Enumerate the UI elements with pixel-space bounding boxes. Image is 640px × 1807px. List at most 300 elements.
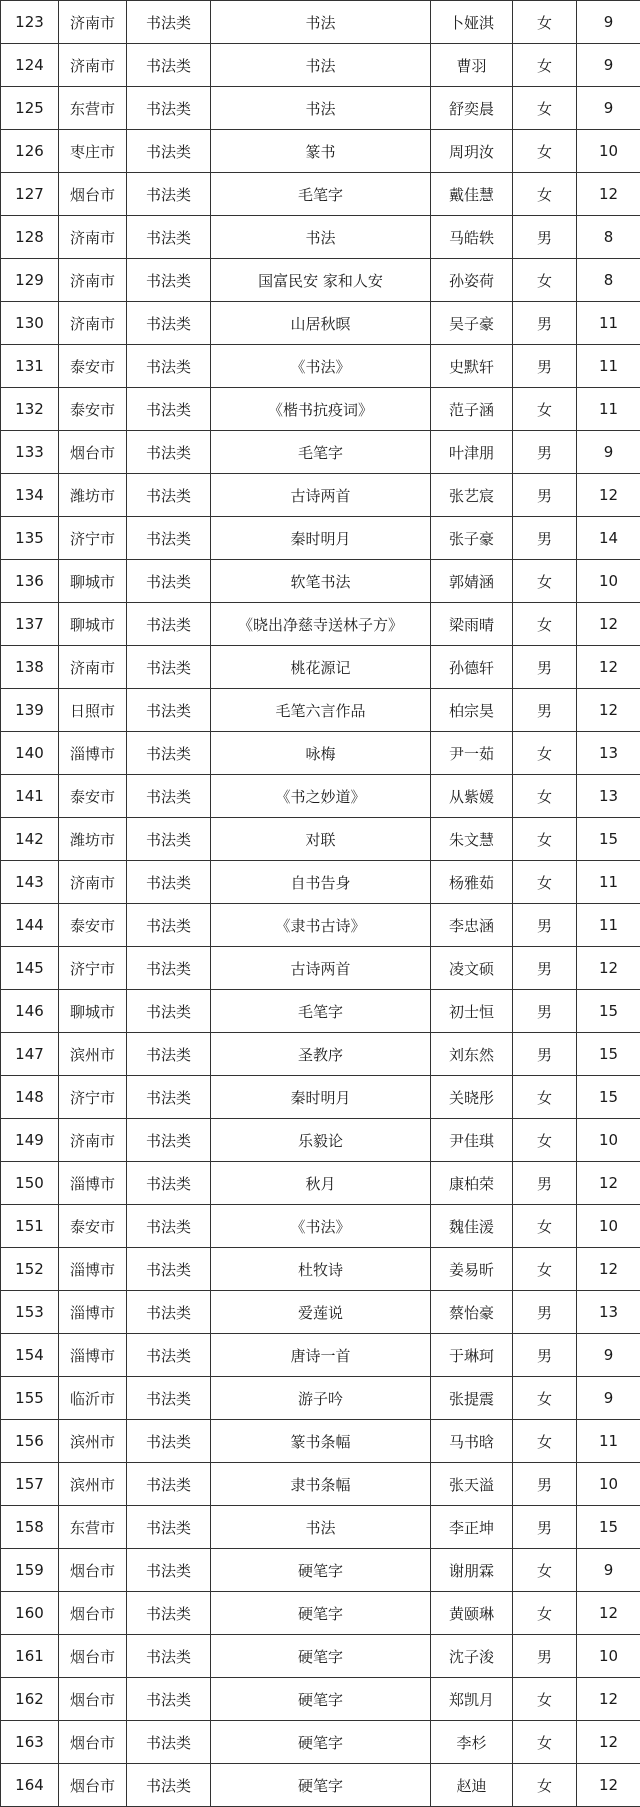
table-row [1,1377,640,1420]
student-name-cell: 吴子豪 [431,302,513,345]
category-cell: 书法类 [127,1592,211,1635]
student-name-cell: 关晓彤 [431,1076,513,1119]
gender-cell: 女 [513,1420,577,1463]
gender-cell: 男 [513,517,577,560]
city-cell: 东营市 [59,1506,127,1549]
city-cell: 潍坊市 [59,818,127,861]
student-name-cell: 于琳珂 [431,1334,513,1377]
gender-cell: 男 [513,689,577,732]
gender-cell: 男 [513,1162,577,1205]
gender-cell: 男 [513,904,577,947]
city-cell: 滨州市 [59,1420,127,1463]
gender-cell: 男 [513,1463,577,1506]
entry-number-cell: 136 [1,560,59,603]
category-cell: 书法类 [127,474,211,517]
student-name-cell: 史默轩 [431,345,513,388]
work-title-cell: 山居秋暝 [211,302,431,345]
city-cell: 泰安市 [59,1205,127,1248]
city-cell: 东营市 [59,87,127,130]
student-name-cell: 张天溢 [431,1463,513,1506]
table-row [1,1721,640,1764]
work-title-cell: 杜牧诗 [211,1248,431,1291]
city-cell: 烟台市 [59,1678,127,1721]
category-cell: 书法类 [127,603,211,646]
age-cell: 15 [577,1506,640,1549]
category-cell: 书法类 [127,1377,211,1420]
student-name-cell: 张提震 [431,1377,513,1420]
student-name-cell: 初士恒 [431,990,513,1033]
entry-number-cell: 123 [1,1,59,44]
category-cell: 书法类 [127,1463,211,1506]
entry-number-cell: 138 [1,646,59,689]
table-row [1,861,640,904]
category-cell: 书法类 [127,904,211,947]
city-cell: 济宁市 [59,517,127,560]
gender-cell: 男 [513,1334,577,1377]
age-cell: 13 [577,1291,640,1334]
age-cell: 12 [577,947,640,990]
gender-cell: 女 [513,1764,577,1807]
entry-number-cell: 161 [1,1635,59,1678]
entry-number-cell: 127 [1,173,59,216]
age-cell: 12 [577,474,640,517]
category-cell: 书法类 [127,861,211,904]
student-name-cell: 谢朋霖 [431,1549,513,1592]
gender-cell: 女 [513,775,577,818]
entry-number-cell: 126 [1,130,59,173]
city-cell: 淄博市 [59,1248,127,1291]
entry-number-cell: 163 [1,1721,59,1764]
work-title-cell: 秦时明月 [211,517,431,560]
student-name-cell: 孙姿荷 [431,259,513,302]
category-cell: 书法类 [127,1506,211,1549]
age-cell: 11 [577,1420,640,1463]
student-name-cell: 马书晗 [431,1420,513,1463]
category-cell: 书法类 [127,1721,211,1764]
age-cell: 8 [577,216,640,259]
student-name-cell: 曹羽 [431,44,513,87]
work-title-cell: 乐毅论 [211,1119,431,1162]
category-cell: 书法类 [127,130,211,173]
student-name-cell: 周玥汝 [431,130,513,173]
category-cell: 书法类 [127,1291,211,1334]
category-cell: 书法类 [127,1205,211,1248]
work-title-cell: 对联 [211,818,431,861]
city-cell: 济南市 [59,259,127,302]
gender-cell: 女 [513,861,577,904]
entry-number-cell: 130 [1,302,59,345]
student-name-cell: 张艺宸 [431,474,513,517]
gender-cell: 女 [513,1678,577,1721]
work-title-cell: 书法 [211,44,431,87]
table-row [1,474,640,517]
student-name-cell: 郑凯月 [431,1678,513,1721]
entry-number-cell: 128 [1,216,59,259]
entry-number-cell: 134 [1,474,59,517]
table-row [1,732,640,775]
city-cell: 烟台市 [59,1635,127,1678]
table-row [1,1506,640,1549]
table-row [1,431,640,474]
student-name-cell: 朱文慧 [431,818,513,861]
entry-number-cell: 131 [1,345,59,388]
work-title-cell: 毛笔六言作品 [211,689,431,732]
table-row [1,259,640,302]
age-cell: 15 [577,990,640,1033]
gender-cell: 女 [513,1248,577,1291]
table-row [1,775,640,818]
work-title-cell: 书法 [211,1,431,44]
category-cell: 书法类 [127,732,211,775]
work-title-cell: 游子吟 [211,1377,431,1420]
entry-number-cell: 164 [1,1764,59,1807]
student-name-cell: 黄颐琳 [431,1592,513,1635]
age-cell: 9 [577,1334,640,1377]
gender-cell: 男 [513,947,577,990]
work-title-cell: 咏梅 [211,732,431,775]
table-row [1,345,640,388]
student-name-cell: 尹一茹 [431,732,513,775]
entry-number-cell: 145 [1,947,59,990]
table-row [1,173,640,216]
work-title-cell: 毛笔字 [211,990,431,1033]
work-title-cell: 篆书 [211,130,431,173]
table-row [1,1635,640,1678]
work-title-cell: 硬笔字 [211,1678,431,1721]
category-cell: 书法类 [127,1248,211,1291]
city-cell: 烟台市 [59,431,127,474]
city-cell: 聊城市 [59,990,127,1033]
age-cell: 13 [577,732,640,775]
city-cell: 济南市 [59,216,127,259]
gender-cell: 男 [513,474,577,517]
student-name-cell: 范子涵 [431,388,513,431]
work-title-cell: 硬笔字 [211,1635,431,1678]
entry-number-cell: 142 [1,818,59,861]
category-cell: 书法类 [127,1334,211,1377]
city-cell: 滨州市 [59,1033,127,1076]
entry-number-cell: 148 [1,1076,59,1119]
category-cell: 书法类 [127,1635,211,1678]
student-name-cell: 杨雅茹 [431,861,513,904]
student-name-cell: 李正坤 [431,1506,513,1549]
student-name-cell: 李忠涵 [431,904,513,947]
age-cell: 12 [577,1721,640,1764]
category-cell: 书法类 [127,646,211,689]
gender-cell: 女 [513,87,577,130]
category-cell: 书法类 [127,517,211,560]
entry-number-cell: 141 [1,775,59,818]
city-cell: 烟台市 [59,173,127,216]
category-cell: 书法类 [127,1678,211,1721]
category-cell: 书法类 [127,1,211,44]
work-title-cell: 《隶书古诗》 [211,904,431,947]
city-cell: 烟台市 [59,1764,127,1807]
entry-number-cell: 151 [1,1205,59,1248]
gender-cell: 女 [513,388,577,431]
table-row [1,517,640,560]
student-name-cell: 戴佳慧 [431,173,513,216]
student-name-cell: 卜娅淇 [431,1,513,44]
city-cell: 泰安市 [59,388,127,431]
table-row [1,689,640,732]
city-cell: 淄博市 [59,1334,127,1377]
city-cell: 济宁市 [59,947,127,990]
city-cell: 济南市 [59,861,127,904]
work-title-cell: 《楷书抗疫词》 [211,388,431,431]
work-title-cell: 《书之妙道》 [211,775,431,818]
table-row [1,560,640,603]
entry-number-cell: 159 [1,1549,59,1592]
student-name-cell: 姜易昕 [431,1248,513,1291]
table-row [1,990,640,1033]
category-cell: 书法类 [127,1033,211,1076]
table-row [1,1420,640,1463]
table-row [1,1291,640,1334]
work-title-cell: 自书告身 [211,861,431,904]
student-name-cell: 康柏荣 [431,1162,513,1205]
student-name-cell: 蔡怡豪 [431,1291,513,1334]
table-row [1,1678,640,1721]
city-cell: 烟台市 [59,1721,127,1764]
gender-cell: 男 [513,431,577,474]
age-cell: 9 [577,1,640,44]
work-title-cell: 《书法》 [211,1205,431,1248]
category-cell: 书法类 [127,259,211,302]
city-cell: 临沂市 [59,1377,127,1420]
city-cell: 聊城市 [59,560,127,603]
age-cell: 12 [577,646,640,689]
age-cell: 12 [577,1162,640,1205]
gender-cell: 男 [513,1033,577,1076]
student-name-cell: 从紫媛 [431,775,513,818]
gender-cell: 男 [513,216,577,259]
gender-cell: 女 [513,44,577,87]
table-row [1,1248,640,1291]
gender-cell: 男 [513,990,577,1033]
gender-cell: 男 [513,302,577,345]
age-cell: 9 [577,87,640,130]
work-title-cell: 硬笔字 [211,1592,431,1635]
entry-number-cell: 137 [1,603,59,646]
table-row [1,646,640,689]
entry-number-cell: 156 [1,1420,59,1463]
category-cell: 书法类 [127,44,211,87]
gender-cell: 女 [513,1549,577,1592]
age-cell: 11 [577,345,640,388]
age-cell: 14 [577,517,640,560]
student-name-cell: 刘东然 [431,1033,513,1076]
age-cell: 11 [577,388,640,431]
category-cell: 书法类 [127,302,211,345]
city-cell: 淄博市 [59,732,127,775]
city-cell: 济南市 [59,44,127,87]
age-cell: 15 [577,1076,640,1119]
gender-cell: 女 [513,130,577,173]
gender-cell: 女 [513,1592,577,1635]
table-row [1,947,640,990]
category-cell: 书法类 [127,818,211,861]
city-cell: 淄博市 [59,1291,127,1334]
student-name-cell: 凌文硕 [431,947,513,990]
table-row [1,302,640,345]
entry-number-cell: 146 [1,990,59,1033]
city-cell: 济南市 [59,1119,127,1162]
age-cell: 9 [577,44,640,87]
table-row [1,1334,640,1377]
student-name-cell: 尹佳琪 [431,1119,513,1162]
work-title-cell: 毛笔字 [211,431,431,474]
gender-cell: 女 [513,1076,577,1119]
city-cell: 济南市 [59,646,127,689]
city-cell: 聊城市 [59,603,127,646]
category-cell: 书法类 [127,431,211,474]
table-row [1,1592,640,1635]
student-name-cell: 张子豪 [431,517,513,560]
gender-cell: 女 [513,1,577,44]
entry-number-cell: 158 [1,1506,59,1549]
work-title-cell: 硬笔字 [211,1549,431,1592]
student-name-cell: 叶津朋 [431,431,513,474]
category-cell: 书法类 [127,1764,211,1807]
age-cell: 12 [577,689,640,732]
work-title-cell: 篆书条幅 [211,1420,431,1463]
student-name-cell: 魏佳湲 [431,1205,513,1248]
gender-cell: 女 [513,1377,577,1420]
student-name-cell: 舒奕晨 [431,87,513,130]
work-title-cell: 古诗两首 [211,474,431,517]
category-cell: 书法类 [127,87,211,130]
city-cell: 泰安市 [59,775,127,818]
table-row [1,1076,640,1119]
age-cell: 11 [577,861,640,904]
age-cell: 10 [577,1205,640,1248]
age-cell: 15 [577,818,640,861]
gender-cell: 女 [513,1205,577,1248]
entry-number-cell: 135 [1,517,59,560]
gender-cell: 男 [513,345,577,388]
gender-cell: 女 [513,173,577,216]
age-cell: 12 [577,1248,640,1291]
age-cell: 11 [577,302,640,345]
age-cell: 10 [577,1119,640,1162]
age-cell: 12 [577,603,640,646]
table-row [1,216,640,259]
gender-cell: 女 [513,1721,577,1764]
entry-number-cell: 143 [1,861,59,904]
age-cell: 9 [577,1377,640,1420]
student-name-cell: 赵迪 [431,1764,513,1807]
entry-number-cell: 162 [1,1678,59,1721]
entry-number-cell: 133 [1,431,59,474]
entry-number-cell: 132 [1,388,59,431]
city-cell: 济宁市 [59,1076,127,1119]
city-cell: 烟台市 [59,1592,127,1635]
table-row [1,87,640,130]
category-cell: 书法类 [127,388,211,431]
work-title-cell: 书法 [211,87,431,130]
gender-cell: 男 [513,1635,577,1678]
age-cell: 13 [577,775,640,818]
age-cell: 12 [577,1764,640,1807]
age-cell: 10 [577,130,640,173]
student-name-cell: 孙德轩 [431,646,513,689]
city-cell: 枣庄市 [59,130,127,173]
category-cell: 书法类 [127,1420,211,1463]
category-cell: 书法类 [127,560,211,603]
work-title-cell: 唐诗一首 [211,1334,431,1377]
table-row [1,1205,640,1248]
age-cell: 9 [577,1549,640,1592]
age-cell: 10 [577,1463,640,1506]
student-name-cell: 李杉 [431,1721,513,1764]
entry-number-cell: 153 [1,1291,59,1334]
work-title-cell: 隶书条幅 [211,1463,431,1506]
work-title-cell: 《晓出净慈寺送林子方》 [211,603,431,646]
city-cell: 潍坊市 [59,474,127,517]
gender-cell: 女 [513,259,577,302]
city-cell: 淄博市 [59,1162,127,1205]
age-cell: 10 [577,560,640,603]
category-cell: 书法类 [127,990,211,1033]
table-row [1,1549,640,1592]
entry-number-cell: 144 [1,904,59,947]
work-title-cell: 硬笔字 [211,1721,431,1764]
work-title-cell: 书法 [211,216,431,259]
category-cell: 书法类 [127,216,211,259]
table-row [1,603,640,646]
gender-cell: 男 [513,1506,577,1549]
work-title-cell: 书法 [211,1506,431,1549]
work-title-cell: 古诗两首 [211,947,431,990]
category-cell: 书法类 [127,689,211,732]
category-cell: 书法类 [127,1162,211,1205]
work-title-cell: 软笔书法 [211,560,431,603]
work-title-cell: 秦时明月 [211,1076,431,1119]
city-cell: 滨州市 [59,1463,127,1506]
roster-table-body [1,1,640,1807]
gender-cell: 女 [513,732,577,775]
city-cell: 泰安市 [59,904,127,947]
work-title-cell: 爱莲说 [211,1291,431,1334]
table-row [1,1162,640,1205]
work-title-cell: 《书法》 [211,345,431,388]
city-cell: 泰安市 [59,345,127,388]
entry-number-cell: 150 [1,1162,59,1205]
category-cell: 书法类 [127,1549,211,1592]
category-cell: 书法类 [127,173,211,216]
age-cell: 12 [577,1678,640,1721]
entry-number-cell: 140 [1,732,59,775]
table-row [1,1463,640,1506]
student-name-cell: 郭婧涵 [431,560,513,603]
age-cell: 8 [577,259,640,302]
entry-number-cell: 155 [1,1377,59,1420]
work-title-cell: 国富民安 家和人安 [211,259,431,302]
gender-cell: 男 [513,1291,577,1334]
entry-number-cell: 147 [1,1033,59,1076]
table-row [1,44,640,87]
entry-number-cell: 139 [1,689,59,732]
work-title-cell: 毛笔字 [211,173,431,216]
table-row [1,818,640,861]
entry-number-cell: 129 [1,259,59,302]
gender-cell: 女 [513,603,577,646]
city-cell: 日照市 [59,689,127,732]
work-title-cell: 桃花源记 [211,646,431,689]
age-cell: 9 [577,431,640,474]
entry-number-cell: 124 [1,44,59,87]
